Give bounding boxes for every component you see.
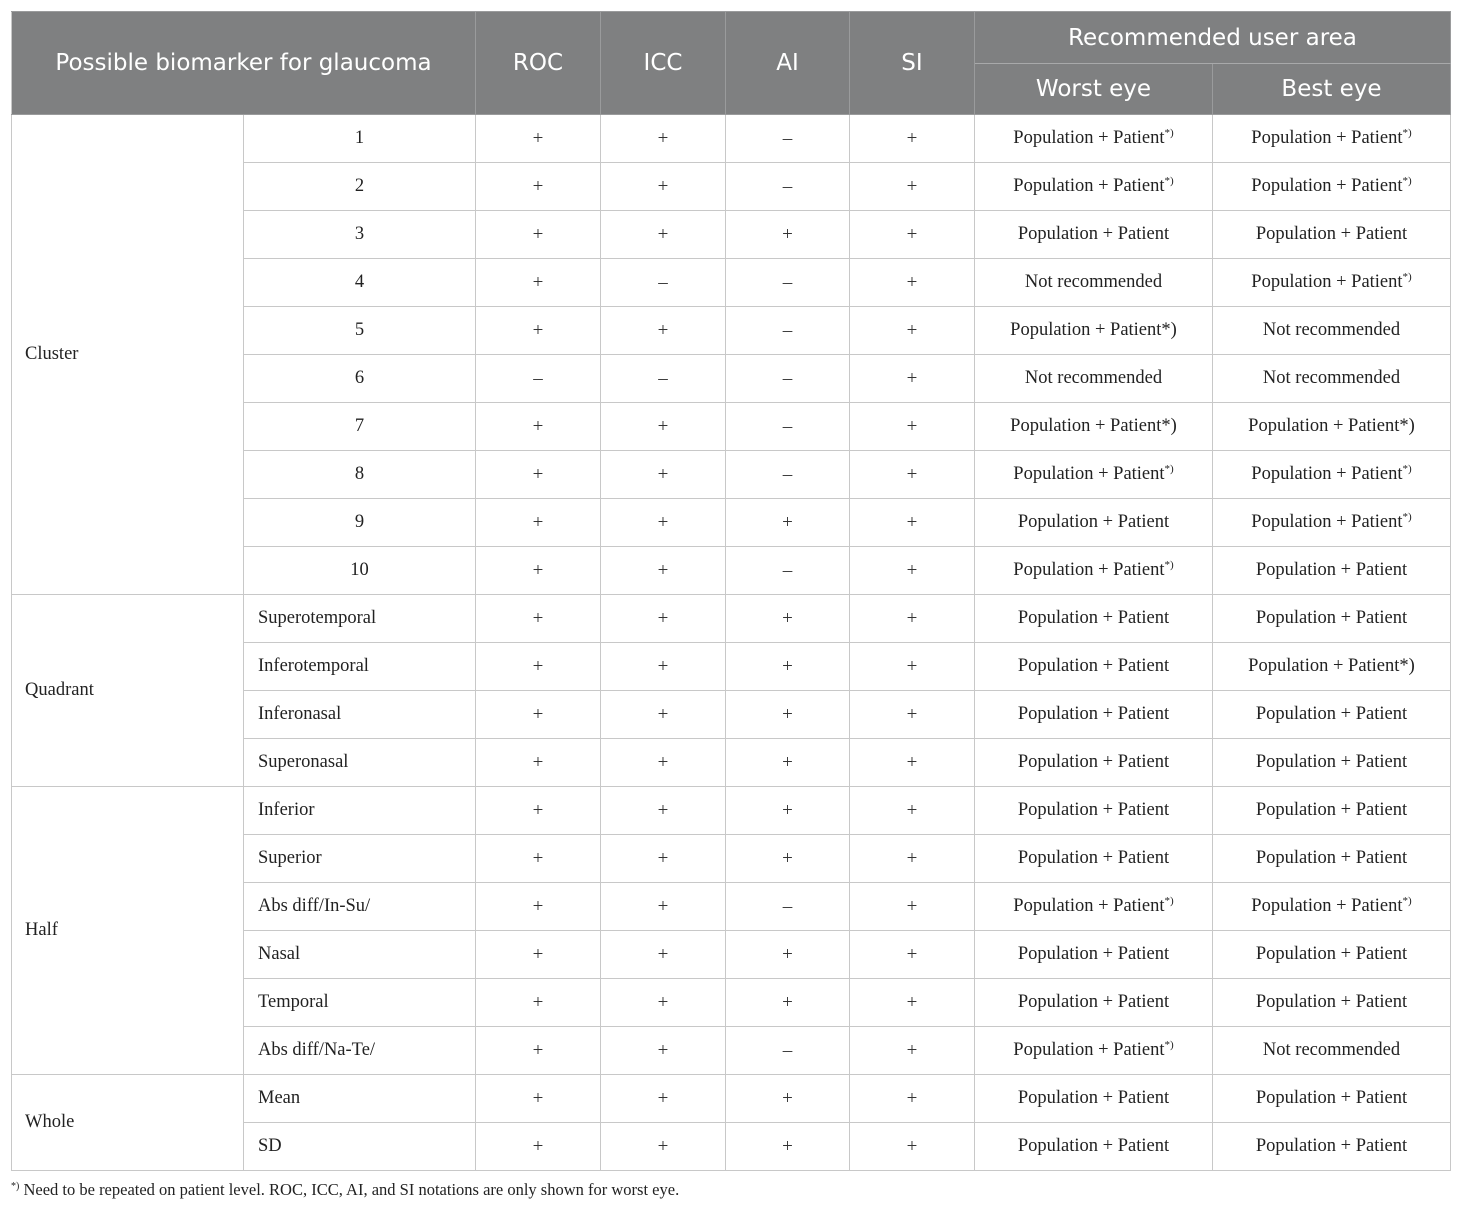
footnote-marker: *) <box>1161 320 1177 340</box>
si-cell: + <box>850 883 975 931</box>
footnote-marker: *) <box>1399 656 1415 676</box>
roc-cell: + <box>476 835 601 883</box>
roc-cell: + <box>476 931 601 979</box>
icc-cell: + <box>601 691 726 739</box>
table-body <box>12 115 1451 1171</box>
recommendation-text: Population + Patient <box>1255 800 1408 820</box>
ai-cell: + <box>726 643 850 691</box>
biomarker-label: Superonasal <box>244 739 476 787</box>
recommendation-text: Population + Patient <box>1013 896 1165 916</box>
worst-eye-cell <box>975 787 1213 835</box>
roc-cell: + <box>476 547 601 595</box>
biomarker-label: Inferonasal <box>244 691 476 739</box>
recommendation-text: Not recommended <box>1262 1040 1401 1060</box>
worst-eye-cell <box>975 403 1213 451</box>
biomarker-label: 5 <box>244 307 476 355</box>
group-label: Cluster <box>12 115 244 595</box>
icc-cell: – <box>601 259 726 307</box>
recommendation-text: Population + Patient <box>1255 752 1408 772</box>
roc-cell: + <box>476 643 601 691</box>
recommendation-text: Population + Patient <box>1017 224 1170 244</box>
biomarker-label: SD <box>244 1123 476 1171</box>
recommendation-text: Population + Patient <box>1013 560 1165 580</box>
recommendation-text: Population + Patient <box>1251 176 1403 196</box>
recommendation-text: Population + Patient <box>1017 800 1170 820</box>
icc-cell: + <box>601 1027 726 1075</box>
header-icc: ICC <box>601 12 726 115</box>
biomarker-label: Superior <box>244 835 476 883</box>
recommendation-text: Population + Patient <box>1248 656 1400 676</box>
ai-cell: – <box>726 451 850 499</box>
worst-eye-cell <box>975 835 1213 883</box>
si-cell: + <box>850 979 975 1027</box>
biomarker-label: 10 <box>244 547 476 595</box>
roc-cell: + <box>476 883 601 931</box>
icc-cell: + <box>601 979 726 1027</box>
biomarker-label: 2 <box>244 163 476 211</box>
si-cell: + <box>850 547 975 595</box>
icc-cell: + <box>601 499 726 547</box>
biomarker-label: Nasal <box>244 931 476 979</box>
ai-cell: – <box>726 547 850 595</box>
best-eye-cell <box>1213 643 1451 691</box>
ai-cell: + <box>726 931 850 979</box>
icc-cell: + <box>601 739 726 787</box>
icc-cell: + <box>601 451 726 499</box>
ai-cell: + <box>726 739 850 787</box>
worst-eye-cell <box>975 1075 1213 1123</box>
worst-eye-cell <box>975 691 1213 739</box>
icc-cell: + <box>601 835 726 883</box>
biomarker-label: Mean <box>244 1075 476 1123</box>
footnote-marker: *) <box>1164 175 1174 187</box>
footnote-marker: *) <box>1164 559 1174 571</box>
footnote-marker: *) <box>1164 127 1174 139</box>
footnote-marker: *) <box>1164 463 1174 475</box>
best-eye-cell <box>1213 1027 1451 1075</box>
recommendation-text: Not recommended <box>1024 272 1163 292</box>
header-biomarker: Possible biomarker for glaucoma <box>12 12 476 115</box>
recommendation-text: Not recommended <box>1262 320 1401 340</box>
icc-cell: + <box>601 1075 726 1123</box>
si-cell: + <box>850 739 975 787</box>
biomarker-label: Temporal <box>244 979 476 1027</box>
ai-cell: + <box>726 595 850 643</box>
biomarker-table <box>11 11 1451 1171</box>
ai-cell: + <box>726 1075 850 1123</box>
best-eye-cell <box>1213 499 1451 547</box>
recommendation-text: Population + Patient <box>1013 464 1165 484</box>
si-cell: + <box>850 307 975 355</box>
biomarker-label: Inferior <box>244 787 476 835</box>
si-cell: + <box>850 163 975 211</box>
recommendation-text: Population + Patient <box>1017 512 1170 532</box>
ai-cell: + <box>726 1123 850 1171</box>
recommendation-text: Population + Patient <box>1251 512 1403 532</box>
recommendation-text: Not recommended <box>1024 368 1163 388</box>
si-cell: + <box>850 691 975 739</box>
group-label: Whole <box>12 1075 244 1171</box>
footnote-marker: *) <box>1164 1039 1174 1051</box>
icc-cell: + <box>601 403 726 451</box>
recommendation-text: Population + Patient <box>1251 128 1403 148</box>
ai-cell: – <box>726 163 850 211</box>
recommendation-text: Population + Patient <box>1248 416 1400 436</box>
roc-cell: + <box>476 307 601 355</box>
best-eye-cell <box>1213 1123 1451 1171</box>
best-eye-cell <box>1213 787 1451 835</box>
recommendation-text: Population + Patient <box>1013 128 1165 148</box>
icc-cell: + <box>601 1123 726 1171</box>
best-eye-cell <box>1213 115 1451 163</box>
si-cell: + <box>850 403 975 451</box>
si-cell: + <box>850 787 975 835</box>
icc-cell: + <box>601 307 726 355</box>
worst-eye-cell <box>975 307 1213 355</box>
biomarker-label: 6 <box>244 355 476 403</box>
recommendation-text: Population + Patient <box>1017 992 1170 1012</box>
footnote-marker: *) <box>1161 416 1177 436</box>
worst-eye-cell <box>975 163 1213 211</box>
recommendation-text: Population + Patient <box>1255 1088 1408 1108</box>
best-eye-cell <box>1213 211 1451 259</box>
table-footnote <box>11 1180 679 1200</box>
roc-cell: + <box>476 1075 601 1123</box>
recommendation-text: Population + Patient <box>1017 1136 1170 1156</box>
worst-eye-cell <box>975 499 1213 547</box>
roc-cell: + <box>476 691 601 739</box>
recommendation-text: Population + Patient <box>1255 608 1408 628</box>
si-cell: + <box>850 1027 975 1075</box>
best-eye-cell <box>1213 403 1451 451</box>
ai-cell: – <box>726 115 850 163</box>
biomarker-label: 9 <box>244 499 476 547</box>
ai-cell: – <box>726 403 850 451</box>
icc-cell: + <box>601 787 726 835</box>
ai-cell: + <box>726 211 850 259</box>
footnote-text: Need to be repeated on patient level. ROC, ICC, AI, and SI notations are only shown for worst eye. <box>19 1180 680 1199</box>
recommendation-text: Population + Patient <box>1251 464 1403 484</box>
header-roc: ROC <box>476 12 601 115</box>
group-label: Half <box>12 787 244 1075</box>
roc-cell: + <box>476 451 601 499</box>
recommendation-text: Population + Patient <box>1013 1040 1165 1060</box>
ai-cell: – <box>726 1027 850 1075</box>
best-eye-cell <box>1213 307 1451 355</box>
recommendation-text: Population + Patient <box>1255 848 1408 868</box>
best-eye-cell <box>1213 547 1451 595</box>
recommendation-text: Not recommended <box>1262 368 1401 388</box>
worst-eye-cell <box>975 979 1213 1027</box>
best-eye-cell <box>1213 931 1451 979</box>
roc-cell: + <box>476 979 601 1027</box>
recommendation-text: Population + Patient <box>1255 704 1408 724</box>
group-label: Quadrant <box>12 595 244 787</box>
ai-cell: + <box>726 499 850 547</box>
footnote-marker: *) <box>1164 895 1174 907</box>
roc-cell: + <box>476 1027 601 1075</box>
si-cell: + <box>850 115 975 163</box>
biomarker-label: 3 <box>244 211 476 259</box>
roc-cell: + <box>476 163 601 211</box>
si-cell: + <box>850 835 975 883</box>
recommendation-text: Population + Patient <box>1017 704 1170 724</box>
roc-cell: + <box>476 499 601 547</box>
biomarker-label: 7 <box>244 403 476 451</box>
worst-eye-cell <box>975 211 1213 259</box>
roc-cell: + <box>476 259 601 307</box>
si-cell: + <box>850 643 975 691</box>
recommendation-text: Population + Patient <box>1255 992 1408 1012</box>
worst-eye-cell <box>975 115 1213 163</box>
roc-cell: + <box>476 403 601 451</box>
best-eye-cell <box>1213 691 1451 739</box>
best-eye-cell <box>1213 979 1451 1027</box>
ai-cell: – <box>726 355 850 403</box>
recommendation-text: Population + Patient <box>1255 560 1408 580</box>
best-eye-cell <box>1213 739 1451 787</box>
roc-cell: – <box>476 355 601 403</box>
icc-cell: + <box>601 883 726 931</box>
best-eye-cell <box>1213 259 1451 307</box>
recommendation-text: Population + Patient <box>1010 416 1162 436</box>
biomarker-label: 1 <box>244 115 476 163</box>
si-cell: + <box>850 595 975 643</box>
worst-eye-cell <box>975 547 1213 595</box>
biomarker-label: Inferotemporal <box>244 643 476 691</box>
worst-eye-cell <box>975 355 1213 403</box>
header-recommended-user-area: Recommended user area <box>975 12 1451 64</box>
recommendation-text: Population + Patient <box>1013 176 1165 196</box>
roc-cell: + <box>476 1123 601 1171</box>
recommendation-text: Population + Patient <box>1255 1136 1408 1156</box>
header-worst-eye: Worst eye <box>975 64 1213 115</box>
recommendation-text: Population + Patient <box>1251 896 1403 916</box>
footnote-marker: *) <box>1402 271 1412 283</box>
ai-cell: – <box>726 259 850 307</box>
table-row <box>12 1075 1451 1123</box>
ai-cell: – <box>726 883 850 931</box>
table-header <box>12 12 1451 115</box>
recommendation-text: Population + Patient <box>1010 320 1162 340</box>
si-cell: + <box>850 1075 975 1123</box>
icc-cell: + <box>601 931 726 979</box>
best-eye-cell <box>1213 1075 1451 1123</box>
roc-cell: + <box>476 595 601 643</box>
icc-cell: + <box>601 115 726 163</box>
footnote-marker: *) <box>1402 511 1412 523</box>
table-row <box>12 115 1451 163</box>
table-row <box>12 595 1451 643</box>
recommendation-text: Population + Patient <box>1017 1088 1170 1108</box>
table-row <box>12 787 1451 835</box>
recommendation-text: Population + Patient <box>1017 752 1170 772</box>
ai-cell: + <box>726 835 850 883</box>
best-eye-cell <box>1213 595 1451 643</box>
worst-eye-cell <box>975 883 1213 931</box>
icc-cell: + <box>601 595 726 643</box>
icc-cell: – <box>601 355 726 403</box>
icc-cell: + <box>601 211 726 259</box>
si-cell: + <box>850 451 975 499</box>
recommendation-text: Population + Patient <box>1255 224 1408 244</box>
ai-cell: – <box>726 307 850 355</box>
worst-eye-cell <box>975 595 1213 643</box>
roc-cell: + <box>476 115 601 163</box>
biomarker-label: 8 <box>244 451 476 499</box>
ai-cell: + <box>726 979 850 1027</box>
worst-eye-cell <box>975 931 1213 979</box>
header-best-eye: Best eye <box>1213 64 1451 115</box>
si-cell: + <box>850 211 975 259</box>
biomarker-label: 4 <box>244 259 476 307</box>
footnote-marker: *) <box>1402 175 1412 187</box>
icc-cell: + <box>601 547 726 595</box>
icc-cell: + <box>601 643 726 691</box>
ai-cell: + <box>726 691 850 739</box>
si-cell: + <box>850 259 975 307</box>
best-eye-cell <box>1213 451 1451 499</box>
biomarker-label: Abs diff/In-Su/ <box>244 883 476 931</box>
table-container <box>11 11 1450 1171</box>
best-eye-cell <box>1213 883 1451 931</box>
worst-eye-cell <box>975 739 1213 787</box>
roc-cell: + <box>476 787 601 835</box>
recommendation-text: Population + Patient <box>1017 608 1170 628</box>
recommendation-text: Population + Patient <box>1255 944 1408 964</box>
recommendation-text: Population + Patient <box>1017 656 1170 676</box>
icc-cell: + <box>601 163 726 211</box>
footnote-marker: *) <box>1402 463 1412 475</box>
ai-cell: + <box>726 787 850 835</box>
biomarker-label: Abs diff/Na-Te/ <box>244 1027 476 1075</box>
recommendation-text: Population + Patient <box>1017 848 1170 868</box>
si-cell: + <box>850 931 975 979</box>
best-eye-cell <box>1213 163 1451 211</box>
si-cell: + <box>850 499 975 547</box>
footnote-marker: *) <box>1402 895 1412 907</box>
best-eye-cell <box>1213 835 1451 883</box>
best-eye-cell <box>1213 355 1451 403</box>
header-si: SI <box>850 12 975 115</box>
worst-eye-cell <box>975 1027 1213 1075</box>
si-cell: + <box>850 355 975 403</box>
worst-eye-cell <box>975 1123 1213 1171</box>
si-cell: + <box>850 1123 975 1171</box>
roc-cell: + <box>476 739 601 787</box>
footnote-marker: *) <box>11 1181 20 1192</box>
footnote-marker: *) <box>1399 416 1415 436</box>
recommendation-text: Population + Patient <box>1251 272 1403 292</box>
footnote-marker: *) <box>1402 127 1412 139</box>
worst-eye-cell <box>975 451 1213 499</box>
worst-eye-cell <box>975 259 1213 307</box>
worst-eye-cell <box>975 643 1213 691</box>
header-ai: AI <box>726 12 850 115</box>
recommendation-text: Population + Patient <box>1017 944 1170 964</box>
biomarker-label: Superotemporal <box>244 595 476 643</box>
roc-cell: + <box>476 211 601 259</box>
